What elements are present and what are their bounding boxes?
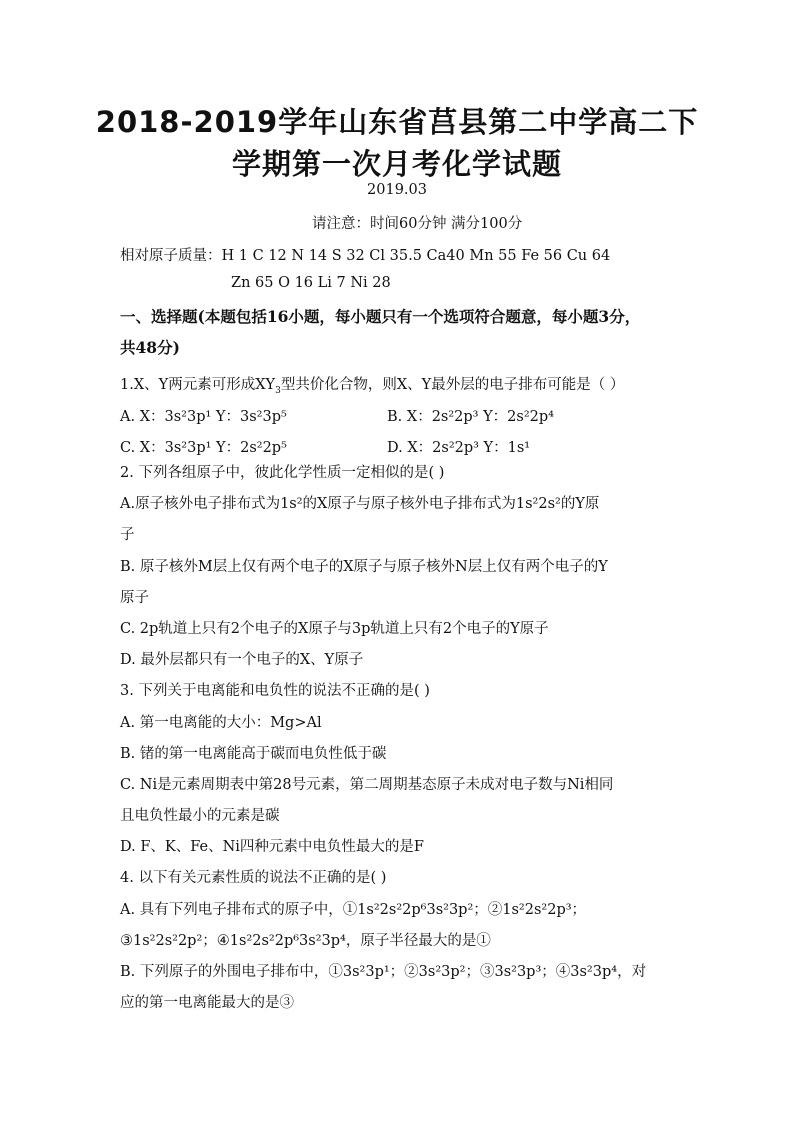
q2-stem: 2. 下列各组原子中，彼此化学性质一定相似的是( ) bbox=[120, 465, 445, 481]
q2-option-d: D. 最外层都只有一个电子的X、Y原子 bbox=[120, 652, 364, 668]
atomic-mass-line-2: Zn 65 O 16 Li 7 Ni 28 bbox=[231, 275, 391, 291]
q1-stem-subscript: 3 bbox=[275, 385, 281, 396]
q4-option-b-line-1: B. 下列原子的外围电子排布中，①3s²3p¹；②3s²3p²；③3s²3p³；④3s²3p⁴，对 bbox=[120, 964, 647, 980]
q3-option-b: B. 锗的第一电离能高于碳而电负性低于碳 bbox=[120, 746, 387, 762]
q2-option-a-line-1: A.原子核外电子排布式为1s²的X原子与原子核外电子排布式为1s²2s²的Y原 bbox=[120, 496, 600, 512]
q1-option-c: C. X：3s²3p¹ Y：2s²2p⁵ bbox=[120, 440, 287, 456]
q3-option-d: D. F、K、Fe、Ni四种元素中电负性最大的是F bbox=[120, 839, 424, 855]
section-heading-line-2: 共48分) bbox=[120, 338, 180, 357]
q1-option-b: B. X：2s²2p³ Y：2s²2p⁴ bbox=[387, 409, 554, 425]
atomic-mass-line-1: 相对原子质量：H 1 C 12 N 14 S 32 Cl 35.5 Ca40 Mn 55 Fe 56 Cu 64 bbox=[120, 248, 611, 264]
title-line-2: 学期第一次月考化学试题 bbox=[231, 147, 562, 181]
q4-option-a-line-1: A. 具有下列电子排布式的原子中，①1s²2s²2p⁶3s²3p²；②1s²2s²2p³； bbox=[120, 902, 587, 918]
exam-notice: 请注意：时间60分钟 满分100分 bbox=[312, 216, 523, 232]
q2-option-c: C. 2p轨道上只有2个电子的X原子与3p轨道上只有2个电子的Y原子 bbox=[120, 621, 549, 637]
q1-option-a: A. X：3s²3p¹ Y：3s²3p⁵ bbox=[120, 409, 287, 425]
q3-option-c-line-2: 且电负性最小的元素是碳 bbox=[120, 808, 280, 824]
exam-date: 2019.03 bbox=[367, 182, 427, 198]
q1-stem-part-a: 1.X、Y两元素可形成XY bbox=[120, 377, 276, 393]
q3-option-c-line-1: C. Ni是元素周期表中第28号元素，第二周期基态原子未成对电子数与Ni相同 bbox=[120, 777, 614, 793]
section-heading-line-1: 一、选择题(本题包括16小题，每小题只有一个选项符合题意，每小题3分， bbox=[120, 307, 641, 326]
q4-option-b-line-2: 应的第一电离能最大的是③ bbox=[120, 995, 294, 1011]
q2-option-b-line-2: 原子 bbox=[120, 590, 149, 606]
q4-option-a-line-2: ③1s²2s²2p²；④1s²2s²2p⁶3s²3p⁴，原子半径最大的是① bbox=[120, 933, 491, 949]
q2-option-a-line-2: 子 bbox=[120, 527, 135, 543]
q2-option-b-line-1: B. 原子核外M层上仅有两个电子的X原子与原子核外N层上仅有两个电子的Y bbox=[120, 559, 608, 575]
q4-stem: 4. 以下有关元素性质的说法不正确的是( ) bbox=[120, 870, 387, 886]
q1-stem-part-b: 型共价化合物，则X、Y最外层的电子排布可能是（ ） bbox=[280, 377, 625, 393]
q1-option-d: D. X：2s²2p³ Y：1s¹ bbox=[387, 440, 531, 456]
q3-stem: 3. 下列关于电离能和电负性的说法不正确的是( ) bbox=[120, 683, 430, 699]
title-line-1: 2018-2019学年山东省莒县第二中学高二下 bbox=[95, 105, 699, 139]
q1-stem bbox=[120, 373, 624, 394]
q3-option-a: A. 第一电离能的大小：Mg>Al bbox=[120, 715, 322, 731]
